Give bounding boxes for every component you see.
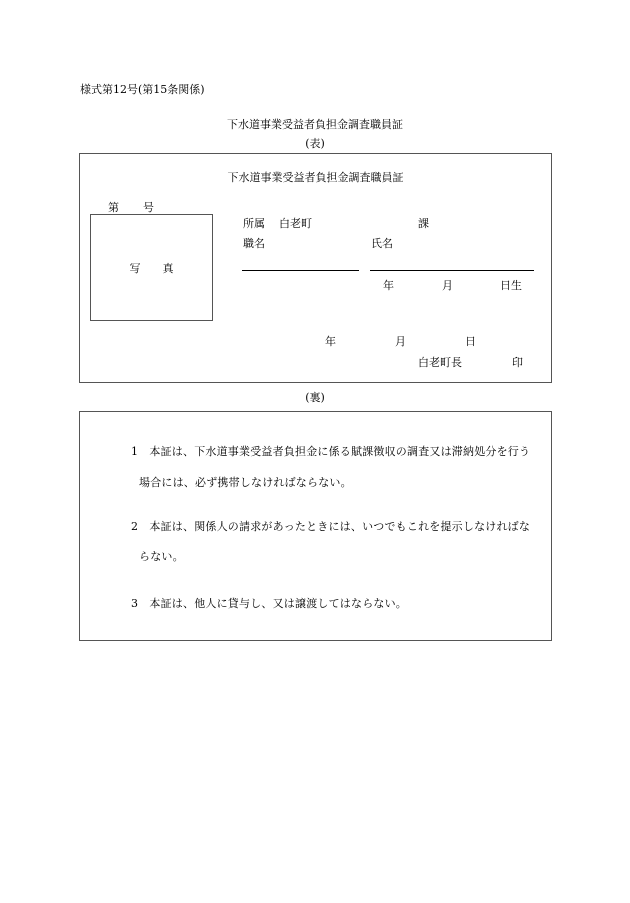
name-label: 氏名 (371, 237, 393, 250)
issuer: 白老町長 (418, 356, 462, 369)
form-number: 様式第12号(第15条関係) (80, 83, 205, 96)
number-dai: 第 (108, 201, 119, 214)
note-item-2-line-1: 2 本証は、関係人の請求があったときには、いつでもこれを提示しなければな (131, 520, 531, 533)
birth-day: 日生 (500, 279, 522, 292)
seal-mark: 印 (512, 356, 523, 369)
note-item-2-line-2: らない。 (139, 550, 184, 563)
birth-month: 月 (442, 279, 453, 292)
note-item-3: 3 本証は、他人に貸与し、又は譲渡してはならない。 (131, 597, 407, 610)
section-label: 課 (418, 217, 429, 230)
front-side-label: (表) (305, 137, 325, 150)
note-item-1-line-1: 1 本証は、下水道事業受益者負担金に係る賦課徴収の調査又は滞納処分を行う (131, 445, 531, 458)
photo-label: 写 真 (129, 262, 174, 275)
back-side-label: (裏) (305, 391, 325, 404)
issue-day: 日 (465, 335, 476, 348)
position-underline (242, 270, 359, 271)
position-label: 職名 (243, 237, 265, 250)
issue-month: 月 (395, 335, 406, 348)
issue-year: 年 (325, 335, 336, 348)
card-title: 下水道事業受益者負担金調査職員証 (227, 171, 404, 184)
name-underline (370, 270, 534, 271)
affiliation-label: 所属 (243, 217, 265, 230)
note-item-1-line-2: 場合には、必ず携帯しなければならない。 (139, 476, 352, 489)
birth-year: 年 (383, 279, 394, 292)
number-go: 号 (143, 201, 154, 214)
town-name: 白老町 (279, 217, 312, 230)
document-title: 下水道事業受益者負担金調査職員証 (227, 118, 403, 131)
